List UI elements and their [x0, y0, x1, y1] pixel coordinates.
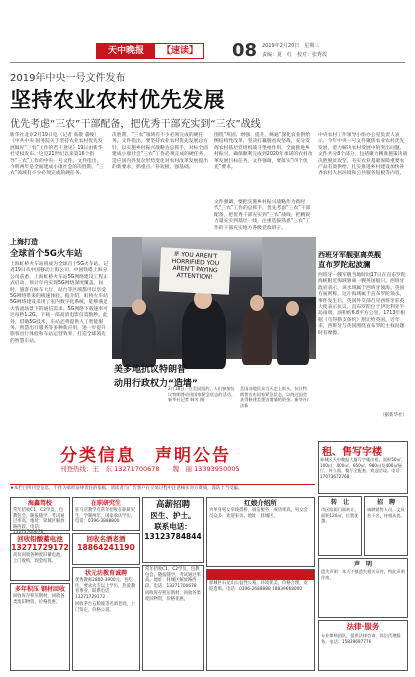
fiveg-body: 上海虹桥火车站将成为全球首个5G火车站。记者19日从中国移动上海公司、中国铁塔上海分公司获悉，上海虹桥火车站5G网络建设工程正式启动，预计年内实现5G网络深度覆盖。届时，旅客在候车大厅、站台等区域都可以享受5G网络带来的极速体验。据介绍，虹桥火车站5G网络建设采用了室内数字化系统，能够满足大客流场景下的通信需求。5G网络下载速率可达每秒1.2G，下载一部高清电影仅需数秒。此外，借助5G技术，车站还将提供人工智能服务、智慧出行服务等多种新应用，进一步提升旅客出行体验和车站运营效率，打造全球领先的智慧车站。 — [10, 262, 108, 344]
issue-date: 2019年2月20日 星期三 — [262, 43, 320, 49]
side-ad-notice: 声 明 遗失声明：本人不慎遗失相关证件，特此声明作废。 — [318, 558, 408, 618]
fiveg-title-line1: 上海打造 — [10, 238, 38, 246]
editor-credit: 责编：夏 红 校对：张秀霞 — [262, 52, 328, 58]
side-ad-legal: 法律·服务 专业律师团队，提供法律咨询、诉讼代理服务。电话：15839697776 — [318, 620, 408, 671]
paper-name: 天中晚报 — [97, 44, 155, 58]
fiveg-title-line2: 全球首个5G火车站 — [10, 249, 83, 259]
classified-title: 分类信息 声明公告 — [60, 446, 231, 466]
lead-headline: 坚持农业农村优先发展 — [10, 88, 225, 112]
page-number: 08 — [232, 40, 258, 61]
section-label: 【速读】 — [161, 46, 198, 56]
protest-sign: IF YOU AREN'T HORRIFIED YOU AREN'T PAYING ATTENTION! — [159, 247, 231, 295]
ad-misc-3: 常年招收C1、C2学员，包教包会，随报随学，考试通过率高。地址：驿城区解放路西段。电话：13271700678 回收库存积压钢材，回收各类废旧物资，价格优惠。 — [142, 565, 204, 671]
photo-caption-1: 2月18日，在美国纽约，人们参加抗议特朗普动用国家紧急状态的活动。新华社记者 韩芳 摄 — [168, 386, 236, 403]
photo-headline-line2: 动用行政权力“造墙” — [114, 379, 198, 389]
photo-headline-line1: 美多地抗议特朗普 — [114, 365, 187, 375]
ad-cemetery: 驿城区石龙山公墓 驿城区石龙山公益性公墓，环境优美，价格合理，欢迎选购。电话：0396-2688888 18839668000 — [206, 569, 315, 671]
lead-kicker: 2019年中央一号文件发布 — [10, 73, 126, 84]
newspaper-logo — [96, 43, 204, 59]
gibraltar-body: 西班牙一艘军舰当地时间17日在直布罗陀海峡附近海域驱离一艘英国船只。西班牙政府表示，该水域属于西班牙领海。英国方面则称，这片海域属于直布罗陀领水。事件发生后，英国外交部召见西班牙驻英大使表示抗议。直布罗陀位于伊比利亚半岛南端，面积约6.8平方公里，1713年根据《乌得勒支条约》割让给英国。近年来，西班牙与英国围绕直布罗陀主权问题时有摩擦。 — [318, 273, 406, 336]
ad-matchmaking: 红娘介绍所 为单身男女牵线搭桥，诚信服务，成功率高，男女会员众多，欢迎来访。地址：驿城区。 — [206, 497, 315, 567]
lead-column-3: 围绕“巩固、增强、提升、畅通”深化农业供给侧结构性改革，坚决打赢脱贫攻坚战，充分发挥农村基层党组织战斗堡垒作用，全面推进乡村振兴，确保顺利完成到2020年承诺的农村改革发展目标任务。文件强调，要落实“四个优先”要求。 — [214, 133, 313, 171]
rental-title: 租、售写字楼 — [322, 447, 382, 458]
classified-hotline: 刊登热线：王 东 13271700678 魏 丽 13393950005 — [60, 465, 240, 473]
protest-photo — [112, 237, 316, 359]
side-ad-hiring: 招 聘 诚聘销售人员、文员若干名，待遇从优。 — [364, 496, 408, 556]
header-divider — [10, 62, 405, 63]
masthead — [0, 0, 415, 66]
rental-body: 驿城区天中晚报大厦写字楼出租，面积50㎡、100㎡、400㎡、650㎡、980㎡及400㎡展厅，外立面、餐厅全配套，欢迎洽谈。电话：17073672768 — [320, 457, 405, 479]
lead-column-1: 新华社北京2月19日电（记者 高敬 董峻）《中共中央 国务院关于坚持农业农村优先发展做好“三农”工作的若干意见》19日由新华社受权发布。这是21世纪以来第16个指导“三农”工作的中央一号文件。文件指出，今明两年是全面建成小康社会的决胜期，“三农”领域有不少必须完成的硬任务。 — [10, 133, 104, 177]
lead-column-4: 文件强调，要把实施乡村振兴战略作为新时代“三农”工作的总抓手。优先考虑“三农”干部配备，把优秀干部充实到“三农”战线，把精锐力量充实到基层一线，注重选拔熟悉“三农”工作的干部充实地方各级党政班子。 — [214, 200, 311, 231]
ad-graduate-program: 在职研究生 驻马店教学点常年招收在职研究生，学制两年，国家承认学历。电话：0396-3888800 — [72, 497, 140, 531]
gibraltar-title-line2: 直布罗陀起波澜 — [318, 260, 371, 269]
lead-column-2: 决胜期，“三农”领域有不少必须完成的硬任务。文件指出，要坚持农业农村优先发展总方针，以实施乡村振兴战略为总抓手，对标全面建成小康社会“三农”工作必须完成的硬任务，适应国内外复杂形势变化对农村改革发展提出的新要求，抓重点、补短板、强基础。 — [112, 133, 209, 171]
ad-medical-hiring: 高薪招聘 医生、护士。 联系电话： 13123784844 — [142, 497, 204, 563]
classified-disclaimer: ★本栏目所刊登信息，不作为承担法律责任的依据，请读者与广告客户在交易过程中注意核实对方资质，谨防上当受骗。 — [10, 486, 243, 491]
ad-driving-school: 海鑫驾校 常年招收C1、C2学员，包教包会，随报随学，考试通过率高。地址：驿城区解放路西段。电话：13271700678 — [10, 497, 70, 531]
ad-battery-recycling: 回收铅酸蓄电池 13271729172 高价回收各种废旧蓄电池，上门收购，现金结算。 — [10, 533, 70, 581]
gibraltar-title-line1: 西班牙军舰驱离英舰 — [318, 251, 381, 259]
ad-steel-recycling: 多年积压 钢材回收 回收库存积压钢材，回收各类废旧物资，价格优惠。 — [10, 583, 70, 671]
side-ad-transfer: 转 让 市区临街门面转让，面积120㎡，位置优越。 — [318, 496, 362, 556]
gibraltar-source: （据新华社） — [380, 413, 407, 418]
lead-subhead: 优先考虑“三农”干部配备，把优秀干部充实到“三农”战线 — [10, 119, 261, 130]
ad-tutoring-hiring: 状元坊教育诚聘 优秀教师2800-3900元，包吃住，要求大专以上学历，热爱教育事业。联系电话：13271729172 回收茅台五粮液等名酒老酒，上门鉴定，价格公道。 — [72, 567, 140, 671]
right-column-text: 中央农村工作领导小组办公室负责人表示，今年中央一号文件聚焦农业农村优先发展，着力解决农村发展中的突出问题。文件共分8个部分，包括聚力精准施策决战决胜脱贫攻坚、夯实农业基础保障重要农产品有效供给、扎实推进乡村建设加快补齐农村人居环境和公共服务短板等内容。 — [318, 133, 408, 177]
ad-liquor-recycling: 回收名酒老酒 18864241190 — [72, 533, 140, 565]
classified-divider — [10, 484, 315, 485]
photo-caption-2: 美国各地民众当天走上街头，抗议特朗普宣布国家紧急状态，以绕过国会获得修建美墨边境墙的资金。新华社/法新 — [240, 386, 309, 408]
